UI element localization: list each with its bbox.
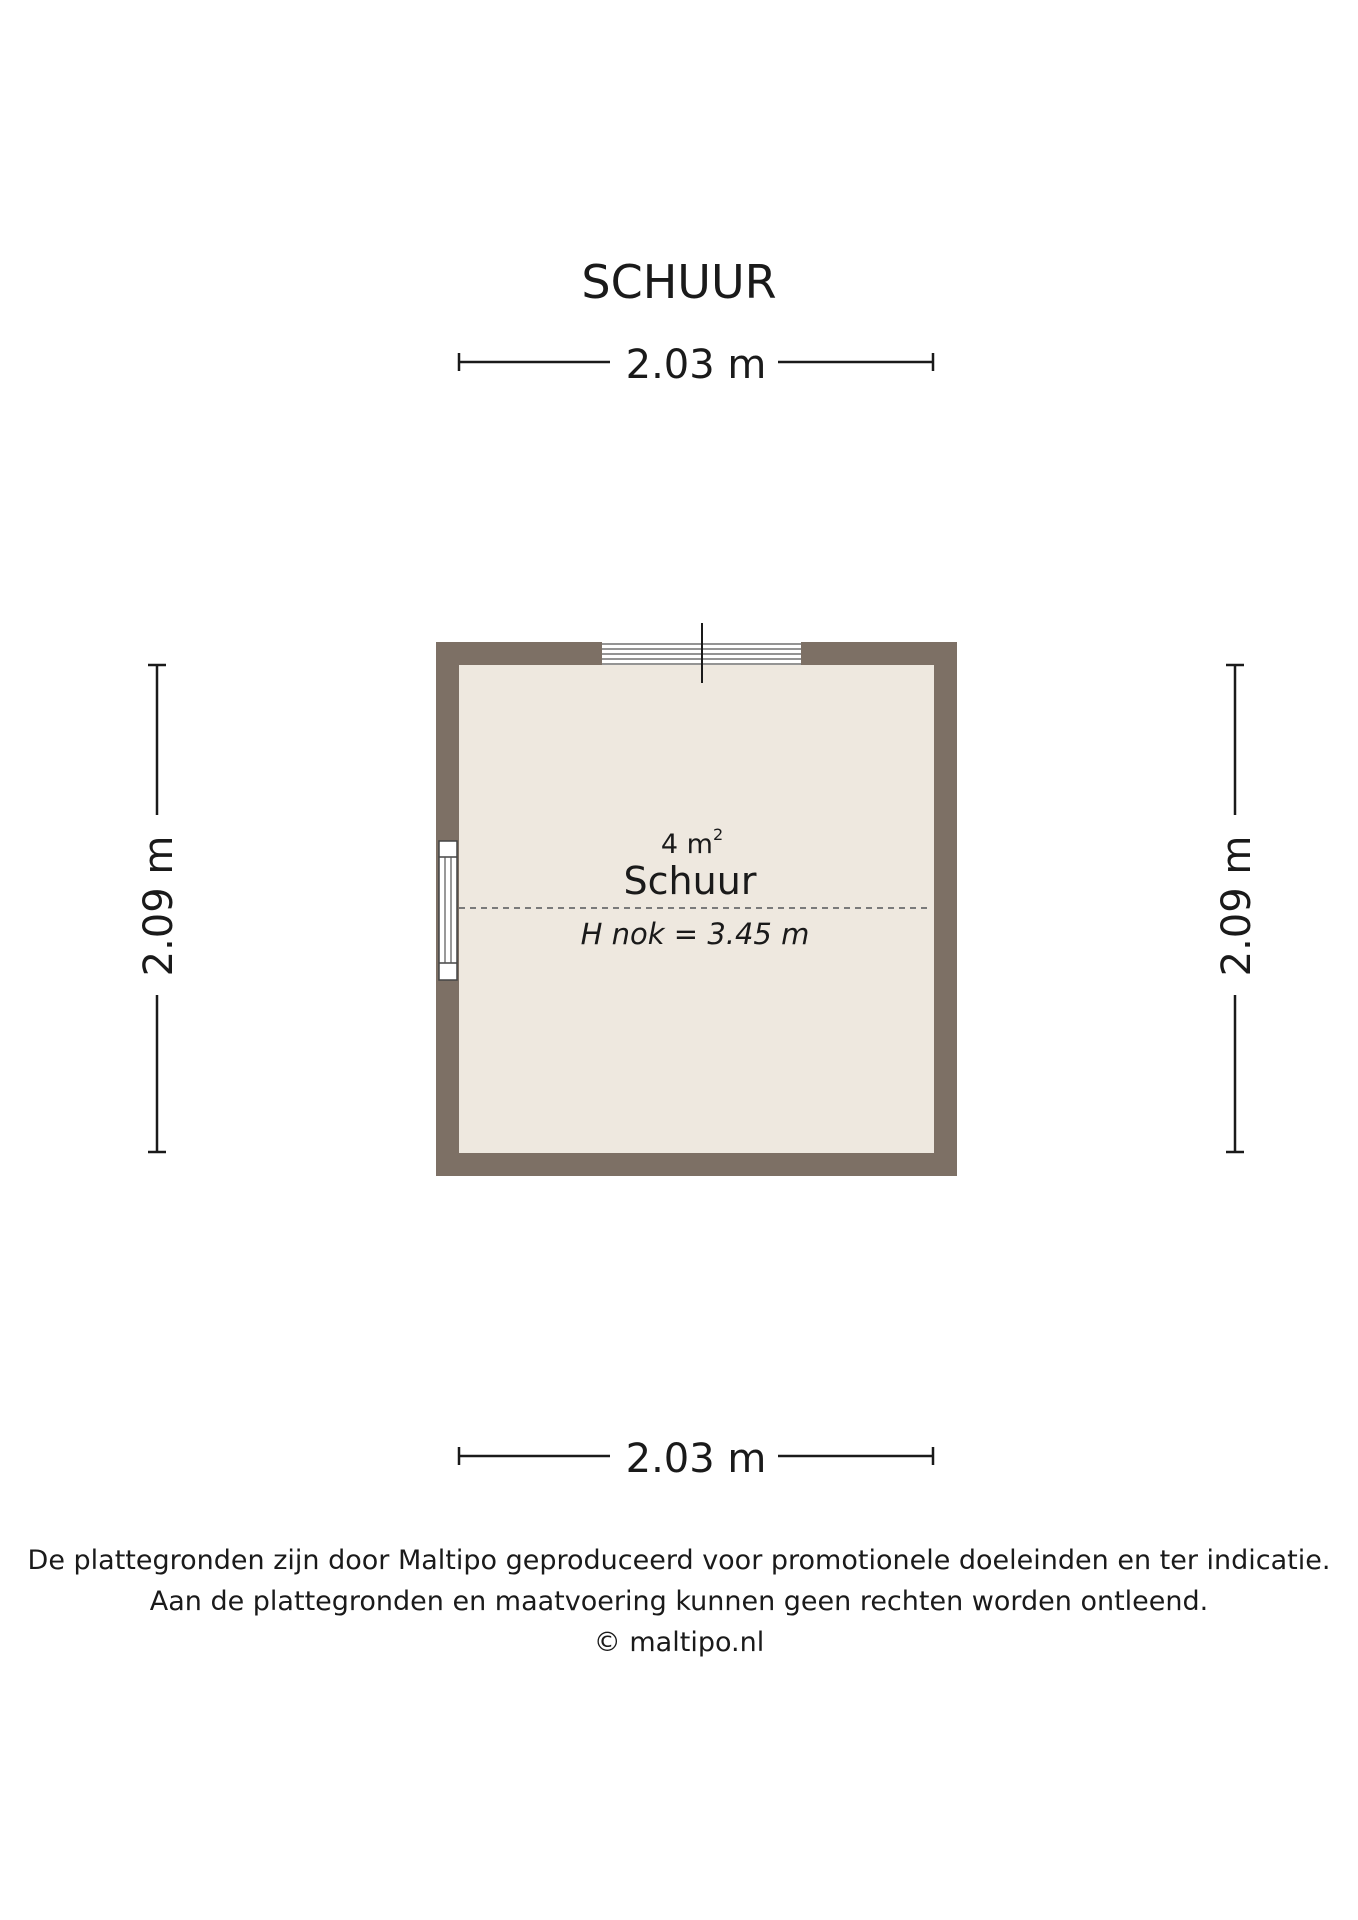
plan-title: SCHUUR bbox=[581, 255, 777, 309]
dimension-top-label: 2.03 m bbox=[625, 342, 767, 388]
disclaimer-line-2: Aan de plattegronden en maatvoering kunnen geen rechten worden ontleend. bbox=[149, 1586, 1209, 1617]
disclaimer-line-1: De plattegronden zijn door Maltipo geproduceerd voor promotionele doeleinden en ter indicatie. bbox=[27, 1545, 1331, 1576]
dimension-bottom-label: 2.03 m bbox=[625, 1436, 767, 1482]
copyright-text: © maltipo.nl bbox=[593, 1627, 765, 1658]
room-ridge-height: H nok = 3.45 m bbox=[580, 917, 810, 951]
room-area: 4 $m^2$ bbox=[660, 825, 724, 860]
disclaimer bbox=[0, 1540, 1358, 1663]
dimension-right-label: 2.09 m bbox=[1214, 835, 1260, 977]
room-name: Schuur bbox=[623, 859, 757, 903]
dimension-left-label: 2.09 m bbox=[136, 835, 182, 977]
window-left bbox=[439, 841, 457, 980]
